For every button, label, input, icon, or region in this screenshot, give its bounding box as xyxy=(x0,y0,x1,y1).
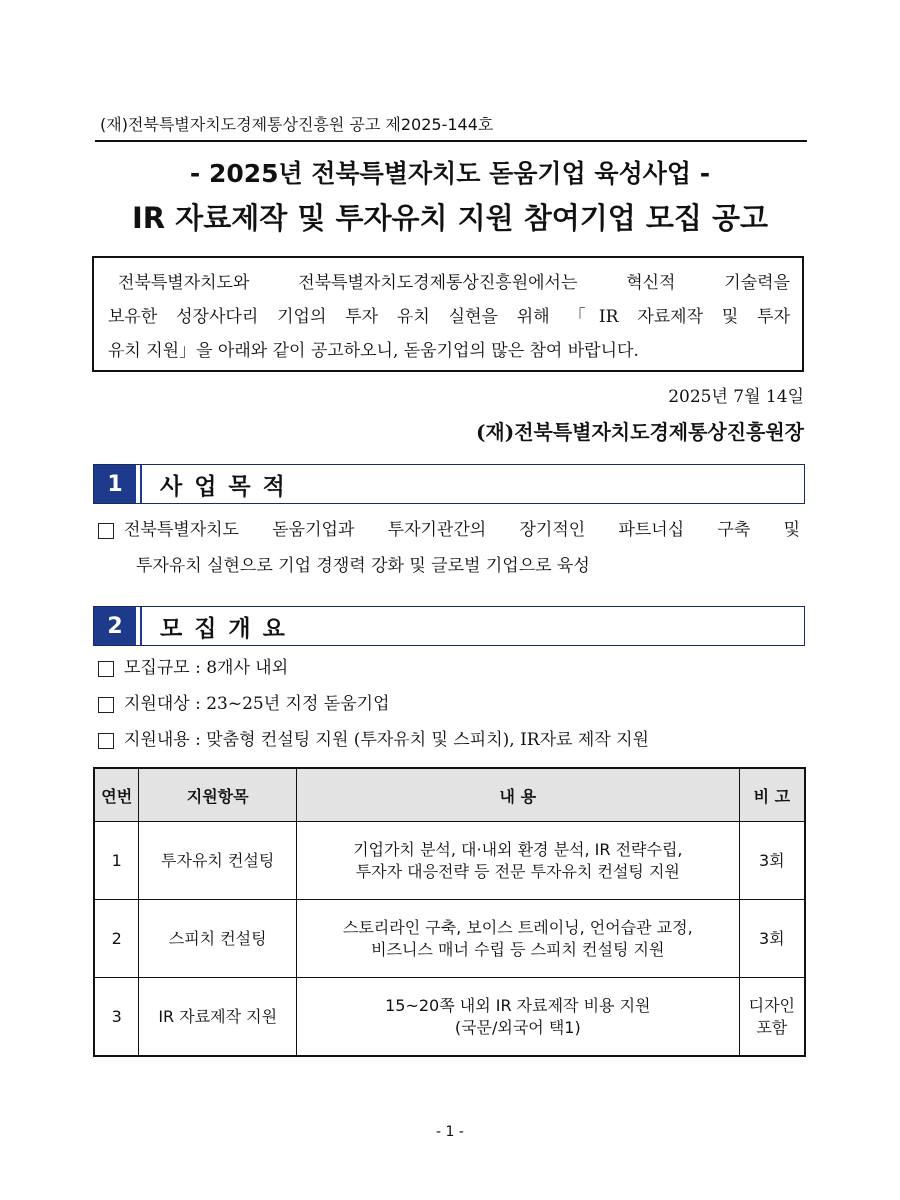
cell-item: 스피치 컨설팅 xyxy=(139,900,297,978)
document-subtitle: - 2025년 전북특별자치도 돋움기업 육성사업 - xyxy=(189,159,711,188)
content-line: 기업가치 분석, 대·내외 환경 분석, IR 전략수립, xyxy=(353,839,683,859)
section-title: 사업목적 xyxy=(140,465,804,503)
content-line: 비즈니스 매너 수립 등 스피치 컨설팅 지원 xyxy=(371,939,665,959)
column-header-content: 내 용 xyxy=(296,768,739,822)
cell-item: IR 자료제작 지원 xyxy=(139,978,297,1057)
checkbox-square-icon xyxy=(98,523,114,539)
intro-line: 유치 지원」을 아래와 같이 공고하오니, 돋움기업의 많은 참여 바랍니다. xyxy=(108,341,639,361)
note-line: 3회 xyxy=(758,928,785,948)
intro-box xyxy=(92,256,804,372)
checkbox-square-icon xyxy=(98,661,114,677)
section-header-overview xyxy=(93,606,805,646)
list-item xyxy=(98,512,808,584)
content-line: 투자자 대응전략 등 전문 투자유치 컨설팅 지원 xyxy=(355,861,680,881)
document-title: IR 자료제작 및 투자유치 지원 참여기업 모집 공고 xyxy=(131,201,769,235)
page-number: - 1 - xyxy=(436,1124,464,1140)
content-line: 스토리라인 구축, 보이스 트레이닝, 언어습관 교정, xyxy=(342,917,693,937)
note-line: 포함 xyxy=(756,1017,788,1037)
purpose-line: 전북특별자치도 돋움기업과 투자기관간의 장기적인 파트너십 구축 및 xyxy=(124,520,800,540)
header-rule xyxy=(95,140,807,142)
notice-date: 2025년 7월 14일 xyxy=(668,387,804,407)
cell-content xyxy=(296,978,739,1057)
table-header-row xyxy=(94,768,805,822)
list-item xyxy=(98,650,808,686)
cell-no: 1 xyxy=(94,822,139,900)
cell-note xyxy=(739,822,805,900)
content-line: (국문/외국어 택1) xyxy=(454,1017,581,1037)
list-item xyxy=(98,686,808,722)
content-line: 15~20쪽 내외 IR 자료제작 비용 지원 xyxy=(385,995,651,1015)
cell-note xyxy=(739,978,805,1057)
overview-item: 지원대상 : 23~25년 지정 돋움기업 xyxy=(124,694,390,714)
section-number: 2 xyxy=(94,607,136,645)
checkbox-square-icon xyxy=(98,733,114,749)
overview-item: 지원내용 : 맞춤형 컨설팅 지원 (투자유치 및 스피치), IR자료 제작 지원 xyxy=(124,730,649,750)
table-row xyxy=(94,900,805,978)
note-line: 3회 xyxy=(758,850,785,870)
overview-item: 모집규모 : 8개사 내외 xyxy=(124,658,289,678)
table-row xyxy=(94,822,805,900)
cell-content xyxy=(296,900,739,978)
cell-note xyxy=(739,900,805,978)
note-line: 디자인 xyxy=(748,995,795,1015)
intro-line: 전북특별자치도와 전북특별자치도경제통상진흥원에서는 혁신적 기술력을 xyxy=(118,273,790,293)
cell-no: 2 xyxy=(94,900,139,978)
column-header-item: 지원항목 xyxy=(139,768,297,822)
section-header-purpose xyxy=(93,464,805,504)
support-table xyxy=(93,767,806,1057)
issuer: (재)전북특별자치도경제통상진흥원장 xyxy=(475,420,804,444)
list-item xyxy=(98,722,808,758)
cell-no: 3 xyxy=(94,978,139,1057)
section-number: 1 xyxy=(94,465,136,503)
column-header-no: 연번 xyxy=(94,768,139,822)
purpose-block xyxy=(98,512,808,584)
notice-number: (재)전북특별자치도경제통상진흥원 공고 제2025-144호 xyxy=(100,115,494,134)
table-row xyxy=(94,978,805,1057)
section-title: 모집개요 xyxy=(140,607,804,645)
column-header-note: 비 고 xyxy=(739,768,805,822)
cell-content xyxy=(296,822,739,900)
cell-item: 투자유치 컨설팅 xyxy=(139,822,297,900)
intro-line: 보유한 성장사다리 기업의 투자 유치 실현을 위해 「IR 자료제작 및 투자 xyxy=(108,307,790,327)
purpose-line: 투자유치 실현으로 기업 경쟁력 강화 및 글로벌 기업으로 육성 xyxy=(136,556,590,576)
checkbox-square-icon xyxy=(98,697,114,713)
overview-list xyxy=(98,650,808,758)
